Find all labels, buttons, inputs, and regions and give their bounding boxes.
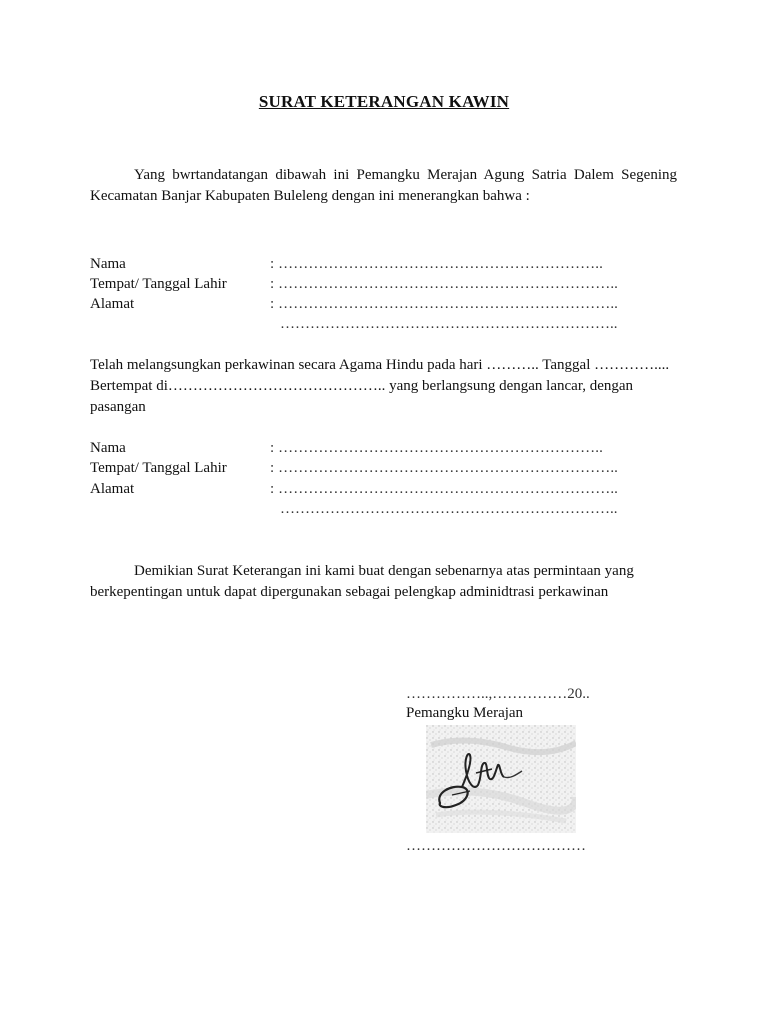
marriage-line-2: Bertempat di…………………………………….. yang berlangsung dengan lancar, dengan [90,378,634,394]
intro-text: Yang bwrtandatangan dibawah ini Pemangku Merajan Agung Satria Dalem Segening Kecamatan Banjar Kabupaten Buleleng dengan ini menerangkan bahwa : [90,167,677,204]
person1-name-value: : ……………………………………………………….. [270,256,603,272]
person1-address-label: Alamat [90,296,135,312]
person2-birth-value: : ………………………………………………………….. [270,460,619,476]
marriage-line-3: pasangan [90,399,146,415]
document-title: SURAT KETERANGAN KAWIN [258,92,510,111]
closing-paragraph [90,561,677,603]
person1-address-value: : ………………………………………………………….. [270,296,619,312]
person2-address-line2: ………………………………………………………….. [280,501,618,517]
intro-paragraph [90,165,677,207]
person1-birth-value: : ………………………………………………………….. [270,276,619,292]
signature-role: Pemangku Merajan [406,705,524,721]
marriage-paragraph [90,355,677,418]
marriage-line-1: Telah melangsungkan perkawinan secara Agama Hindu pada hari ……….. Tanggal ………….... [90,357,670,373]
signature-name-line: ……………………………… [406,838,586,854]
person2-name-value: : ……………………………………………………….. [270,440,603,456]
person2-address-value: : ………………………………………………………….. [270,481,619,497]
closing-text: Demikian Surat Keterangan ini kami buat dengan sebenarnya atas permintaan yang berkepentingan untuk dapat dipergunakan sebagai pelengkap adminidtrasi perkawinan [90,563,634,600]
person1-address-line2: ………………………………………………………….. [280,316,618,332]
signature-date-line: ……………..,……………20.. [406,686,590,702]
person1-name-label: Nama [90,256,126,272]
person2-birth-label: Tempat/ Tanggal Lahir [90,460,227,476]
person1-birth-label: Tempat/ Tanggal Lahir [90,276,227,292]
handwritten-signature-image [426,725,576,833]
person2-name-label: Nama [90,440,126,456]
person2-address-label: Alamat [90,481,135,497]
